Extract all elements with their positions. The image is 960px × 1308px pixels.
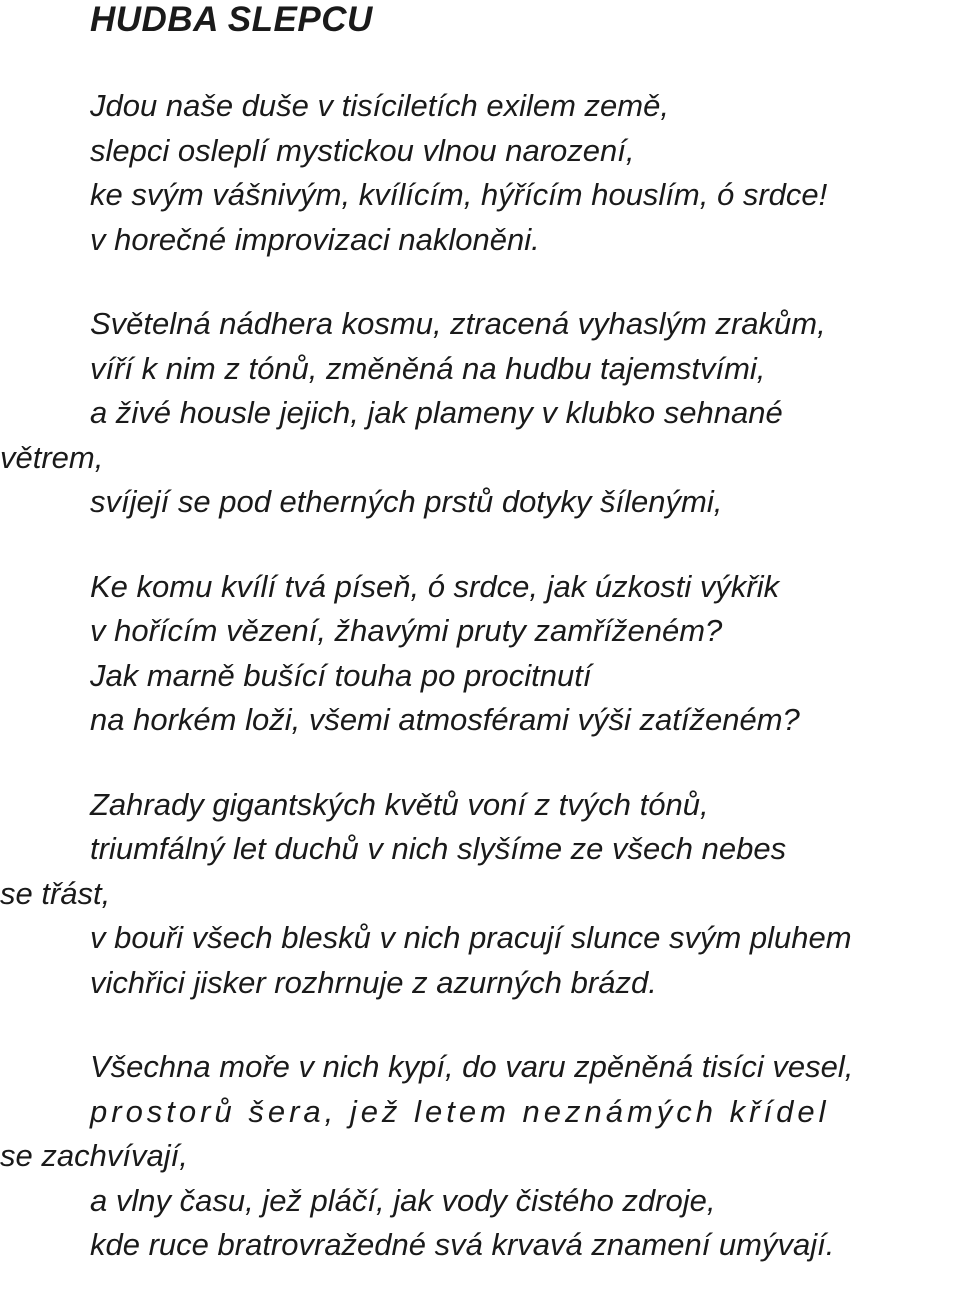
poem-line: slepci osleplí mystickou vlnou narození, <box>90 132 635 168</box>
poem-line: v bouři všech blesků v nich pracují slunce svým pluhem <box>90 920 852 955</box>
poem-line: ke svým vášnivým, kvílícím, hýřícím houslím, ó srdce! <box>90 177 828 212</box>
poem-line: Jdou naše duše v tisíciletích exilem země, <box>90 88 669 123</box>
poem-line-continuation: větrem, <box>0 439 104 475</box>
poem-line: na horkém loži, všemi atmosférami výši zatíženém? <box>90 702 800 737</box>
poem-line: Všechna moře v nich kypí, do varu zpěněná tisíci vesel, <box>90 1049 854 1084</box>
poem-title: HUDBA SLEPCU <box>90 0 373 39</box>
poem-line: a živé housle jejich, jak plameny v klubko sehnané <box>90 395 783 430</box>
stanza-3 <box>0 565 960 743</box>
poem-line: v hořícím vězení, žhavými pruty zamříženém? <box>90 613 723 648</box>
poem-line: svíjejí se pod etherných prstů dotyky šílenými, <box>90 484 723 519</box>
poem-line: a vlny času, jež pláčí, jak vody čistého zdroje, <box>90 1182 716 1218</box>
poem-line-continuation: se třást, <box>0 875 111 911</box>
poem-line: kde ruce bratrovražedné svá krvavá znamení umývají. <box>90 1227 835 1262</box>
poem-line: prostorů šera, jež letem neznámých křídel <box>90 1093 830 1129</box>
poem-line-continuation: se zachvívají, <box>0 1138 188 1173</box>
poem-line: Světelná nádhera kosmu, ztracená vyhaslým zrakům, <box>90 306 826 341</box>
stanza-5 <box>0 1045 960 1268</box>
poem-line: vichřici jisker rozhrnuje z azurných brázd. <box>90 964 657 1000</box>
poem-line: Zahrady gigantských květů voní z tvých tónů, <box>90 786 709 822</box>
poem-body <box>0 84 960 1308</box>
poem-line: v horečné improvizaci nakloněni. <box>90 221 540 257</box>
poem-line: Ke komu kvílí tvá píseň, ó srdce, jak úzkosti výkřik <box>90 568 780 604</box>
poem-line: Jak marně bušící touha po procitnutí <box>90 657 592 693</box>
stanza-1 <box>0 84 960 262</box>
poem-line: triumfálný let duchů v nich slyšíme ze všech nebes <box>90 831 787 866</box>
poem-line: víří k nim z tónů, změněná na hudbu tajemstvími, <box>90 350 766 386</box>
stanza-2 <box>0 302 960 525</box>
stanza-4 <box>0 783 960 1006</box>
